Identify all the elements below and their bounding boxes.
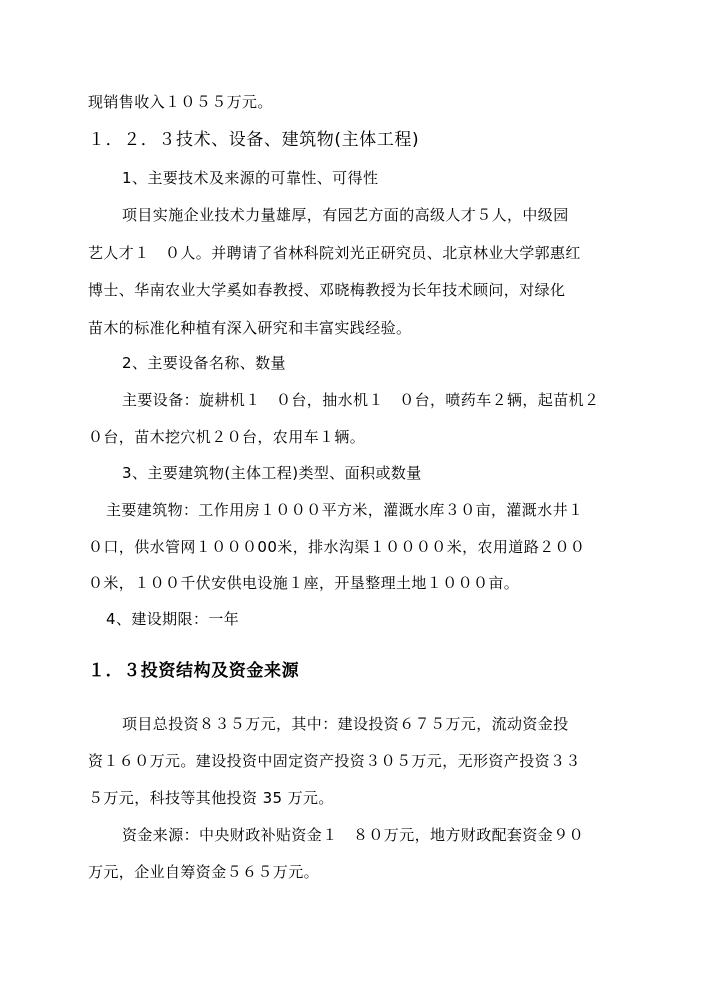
section-heading-1-3: １．３投资结构及资金来源: [88, 661, 300, 681]
paragraph-line: 项目实施企业技术力量雄厚，有园艺方面的高级人才５人，中级园: [122, 206, 569, 224]
paragraph-line: 主要设备：旋耕机１ ０台，抽水机１ ０台，喷药车２辆，起苗机２: [122, 391, 600, 409]
subheading-construction-period: 4、建设期限：一年: [106, 610, 240, 628]
paragraph-line: 资金来源：中央财政补贴资金１ ８０万元，地方财政配套资金９０: [122, 826, 585, 844]
subheading-equipment: 2、主要设备名称、数量: [122, 354, 286, 372]
paragraph-line: 主要建筑物：工作用房１０００平方米，灌溉水库３０亩，灌溉水井１: [106, 501, 584, 519]
paragraph-line: 苗木的标准化种植有深入研究和丰富实践经验。: [88, 319, 412, 337]
paragraph-line: ０米，１００千伏安供电设施１座，开垦整理土地１０００亩。: [88, 574, 520, 592]
paragraph-line: ５万元，科技等其他投资 35 万元。: [88, 789, 334, 807]
paragraph-line: 艺人才１ ０人。并聘请了省林科院刘光正研究员、北京林业大学郭惠红: [88, 244, 581, 262]
section-heading-1-2-3: １．２．３技术、设备、建筑物(主体工程): [88, 130, 420, 150]
paragraph-line: 博士、华南农业大学奚如春教授、邓晓梅教授为长年技术顾问，对绿化: [88, 281, 566, 299]
paragraph-line: ０台，苗木挖穴机２０台，农用车１辆。: [88, 428, 366, 446]
subheading-technology: 1、主要技术及来源的可靠性、可得性: [122, 169, 379, 187]
subheading-buildings: 3、主要建筑物(主体工程)类型、面积或数量: [122, 464, 422, 482]
paragraph-line: 项目总投资８３５万元，其中：建设投资６７５万元，流动资金投: [122, 715, 569, 733]
paragraph-line: 万元，企业自筹资金５６５万元。: [88, 863, 320, 881]
paragraph-line: ０口，供水管网１０００00米，排水沟渠１００００米，农用道路２００: [88, 538, 586, 556]
paragraph-line: 现销售收入１０５５万元。: [88, 93, 273, 111]
paragraph-line: 资１６０万元。建设投资中固定资产投资３０５万元，无形资产投资３３: [88, 752, 581, 770]
